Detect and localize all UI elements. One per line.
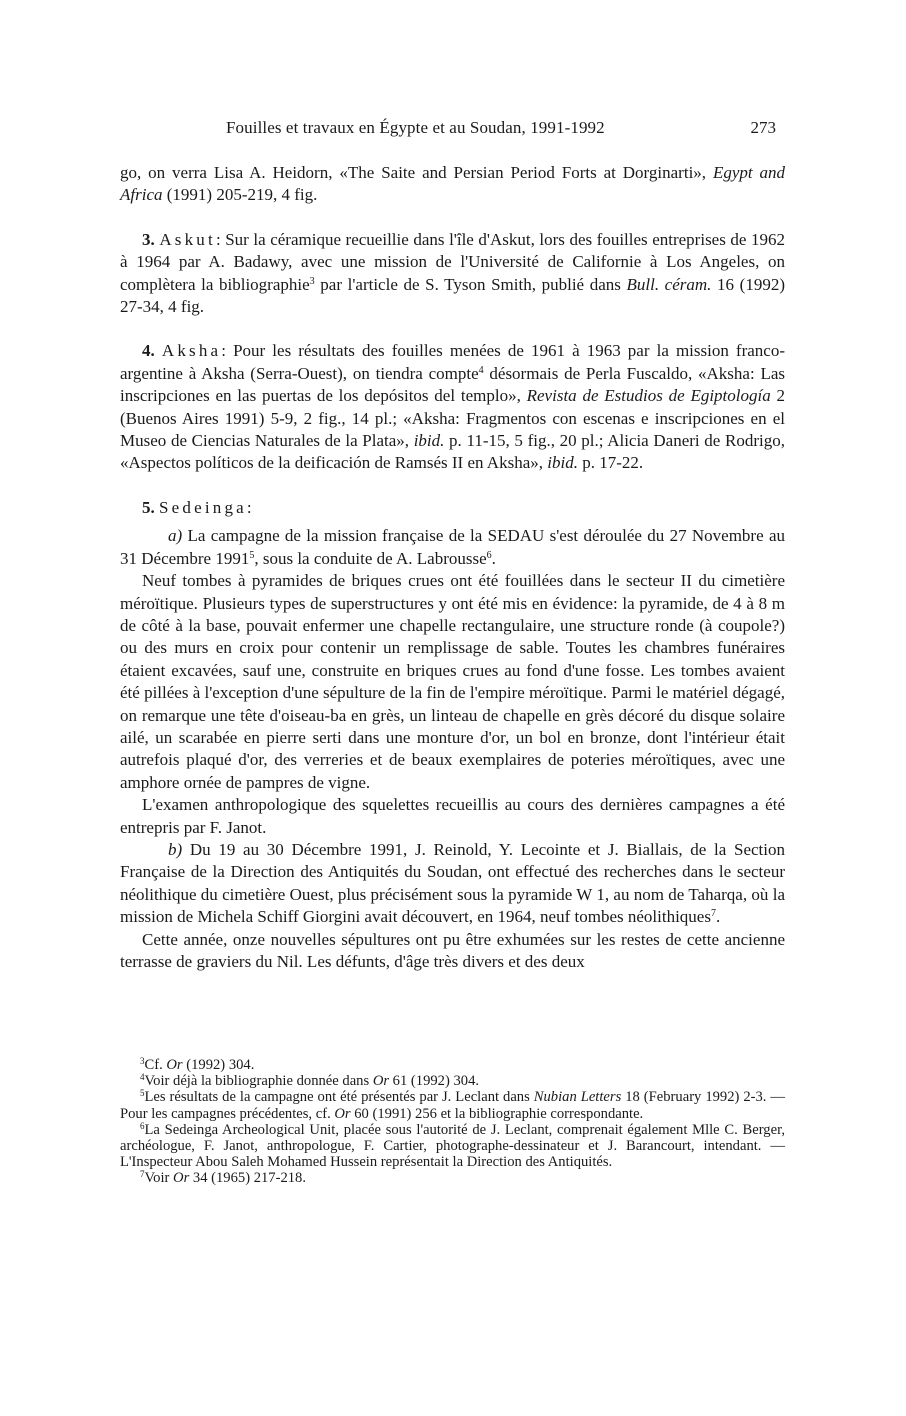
paragraph-anthropology: L'examen anthropologique des squelettes recueillis au cours des dernières campagnes a été entrepris par F. Janot. xyxy=(120,795,785,837)
footnote-6: $^6$La Sedeinga Archeological Unit, placée sous l'autorité de J. Leclant, comprenait également Mlle C. Berger, archéologue, F. Janot, anthropologue, F. Cartier, photographe-dessinateur et J. Barancourt, intendant. — L'Inspecteur Abou Saleh Mohamed Hussein représentait la Direction des Antiquités. xyxy=(120,1120,785,1171)
paragraph-burials: Cette année, onze nouvelles sépultures ont pu être exhumées sur les restes de cette ancienne terrasse de graviers du Nil. Les défunts, d'âge très divers et des deux xyxy=(120,929,785,971)
footnote-7: $^7$Voir Or 34 (1965) 217-218. xyxy=(140,1169,306,1187)
main-text xyxy=(120,162,785,973)
section-name: Askut xyxy=(159,229,216,249)
footnote-ref[interactable]: 4 xyxy=(478,364,484,376)
paragraph-tombs: Neuf tombes à pyramides de briques crues ont été fouillées dans le secteur II du cimetière méroïtique. Plusieurs types de superstructures y ont été mis en évidence: la pyramide, de 4 à 8 m de côté à la base, pouvait enfermer une chapelle rectangulaire, une structure ronde (à coupole?) ou des murs en croix pour contenir un remplissage de sable. Toutes les chambres funéraires étaient excavées, sauf une, construite en briques crues au fond d'une fosse. Les tombes avaient été pillées à l'exception d'une sépulture de la fin de l'empire méroïtique. Parmi le matériel dégagé, on remarque une tête d'oiseau-ba en grès, un linteau de chapelle en grès décoré du disque solaire ailé, un scarabée en pierre serti dans une monture d'or, un bol en bronze, dont l'intérieur était autrefois plaqué d'or, des verreries et de beaux exemplaires de poteries méroïtiques, avec une amphore ornée de pampres de vigne. xyxy=(120,571,785,792)
section-aksha: 4. Aksha: Pour les résultats des fouilles menées de 1961 à 1963 par la mission franco-argentine à Aksha (Serra-Ouest), on tiendra compte$^4$ désormais de Perla Fuscaldo, «Aksha: Las inscripciones en las puertas de los depósitos del templo», Revista de Estudios de Egiptología 2 (Buenos Aires 1991) 5-9, 2 fig., 14 pl.; «Aksha: Fragmentos con escenas e inscripciones en el Museo de Ciencias Naturales de la Plata», ibid. p. 11-15, 5 fig., 20 pl.; Alicia Daneri de Rodrigo, «Aspectos políticos de la deificación de Ramsés II en Aksha», ibid. p. 17-22. xyxy=(120,341,786,473)
paragraph-continuation: go, on verra Lisa A. Heidorn, «The Saite and Persian Period Forts at Dorginarti», Egypt and Africa (1991) 205-219, 4 fig. xyxy=(120,163,786,205)
footnotes xyxy=(120,1057,785,1187)
paragraph-b: b) Du 19 au 30 Décembre 1991, J. Reinold, Y. Lecointe et J. Biallais, de la Section Française de la Direction des Antiquités du Soudan, ont effectué des recherches dans le secteur néolithique du cimetière Ouest, plus précisément sous la pyramide W 1, au nom de Taharqa, où la mission de Michela Schiff Giorgini avait découvert, en 1964, neuf tombes néolithiques$^7$. xyxy=(120,839,785,927)
section-number: 5. xyxy=(142,497,155,517)
footnote-ref[interactable]: 6 xyxy=(486,549,492,561)
page-number: 273 xyxy=(750,118,776,137)
section-name: Sedeinga xyxy=(159,497,247,517)
running-title: Fouilles et travaux en Égypte et au Soudan, 1991-1992 xyxy=(226,118,605,137)
footnote-3: $^3$Cf. Or (1992) 304. xyxy=(140,1056,255,1073)
paragraph-a: a) La campagne de la mission française de la SEDAU s'est déroulée du 27 Novembre au 31 Décembre 1991$^5$, sous la conduite de A. Labrousse$^6$. xyxy=(120,526,785,568)
section-sedeinga-heading: 5. Sedeinga: xyxy=(142,497,252,517)
footnote-ref[interactable]: 7 xyxy=(710,908,716,920)
section-askut: 3. Askut: Sur la céramique recueillie dans l'île d'Askut, lors des fouilles entreprises de 1962 à 1964 par A. Badawy, avec une mission de l'Université de Californie à Los Angeles, on complètera la bibliographie$^3$ par l'article de S. Tyson Smith, publié dans Bull. céram. 16 (1992) 27-34, 4 fig. xyxy=(120,229,785,317)
running-header xyxy=(120,116,784,140)
footnote-ref[interactable]: 5 xyxy=(249,549,255,561)
section-number: 4. xyxy=(142,341,155,361)
section-number: 3. xyxy=(142,229,155,249)
footnote-4: $^4$Voir déjà la bibliographie donnée dans Or 61 (1992) 304. xyxy=(140,1072,480,1090)
footnote-5: $^5$Les résultats de la campagne ont été présentés par J. Leclant dans Nubian Letters 18 (February 1992) 2-3. — Pour les campagnes précédentes, cf. Or 60 (1991) 256 et la bibliographie correspondante. xyxy=(120,1088,786,1122)
section-name: Aksha xyxy=(161,341,222,361)
footnote-ref[interactable]: 3 xyxy=(309,275,315,287)
